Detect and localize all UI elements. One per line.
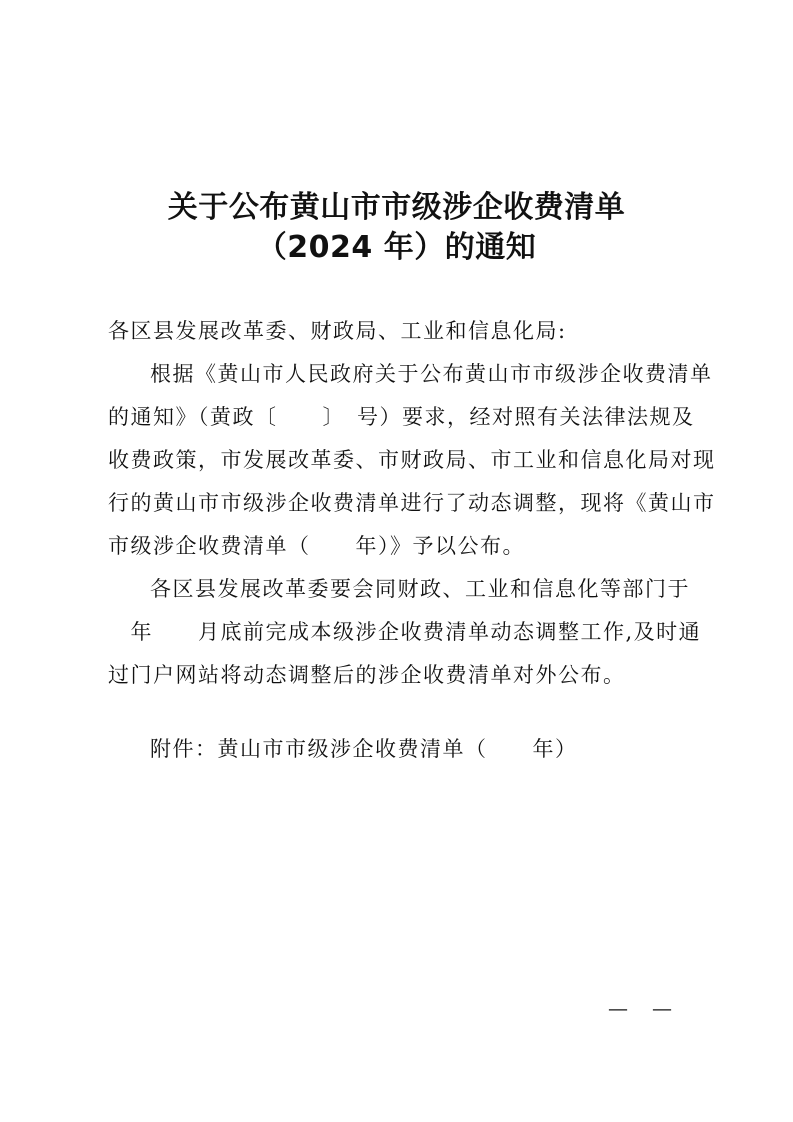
document-title-line-2: （2024 年）的通知	[256, 230, 537, 265]
paragraph-1-line-2: 的通知》（黄政〔 〕 号）要求，经对照有关法律法规及	[108, 405, 695, 429]
paragraph-2-line-3: 过门户网站将动态调整后的涉企收费清单对外公布。	[108, 663, 626, 687]
paragraph-2-line-2: 年 月底前完成本级涉企收费清单动态调整工作,及时通	[108, 620, 702, 644]
paragraph-2-line-1: 各区县发展改革委要会同财政、工业和信息化等部门于	[150, 577, 690, 601]
attachment-line: 附件：黄山市市级涉企收费清单（ 年）	[150, 737, 578, 761]
document-title-line-1: 关于公布黄山市市级涉企收费清单	[167, 190, 626, 225]
paragraph-1-line-4: 行的黄山市市级涉企收费清单进行了动态调整，现将《黄山市	[108, 491, 716, 515]
salutation: 各区县发展改革委、财政局、工业和信息化局:	[108, 319, 567, 343]
paragraph-1-line-5: 市级涉企收费清单（ 年）》予以公布。	[108, 534, 525, 558]
paragraph-1-line-1: 根据《黄山市人民政府关于公布黄山市市级涉企收费清单	[150, 362, 713, 386]
page-number-dash-right: —	[652, 996, 672, 1020]
page-number-dash-left: —	[608, 996, 628, 1020]
paragraph-1-line-3: 收费政策，市发展改革委、市财政局、市工业和信息化局对现	[108, 448, 716, 472]
